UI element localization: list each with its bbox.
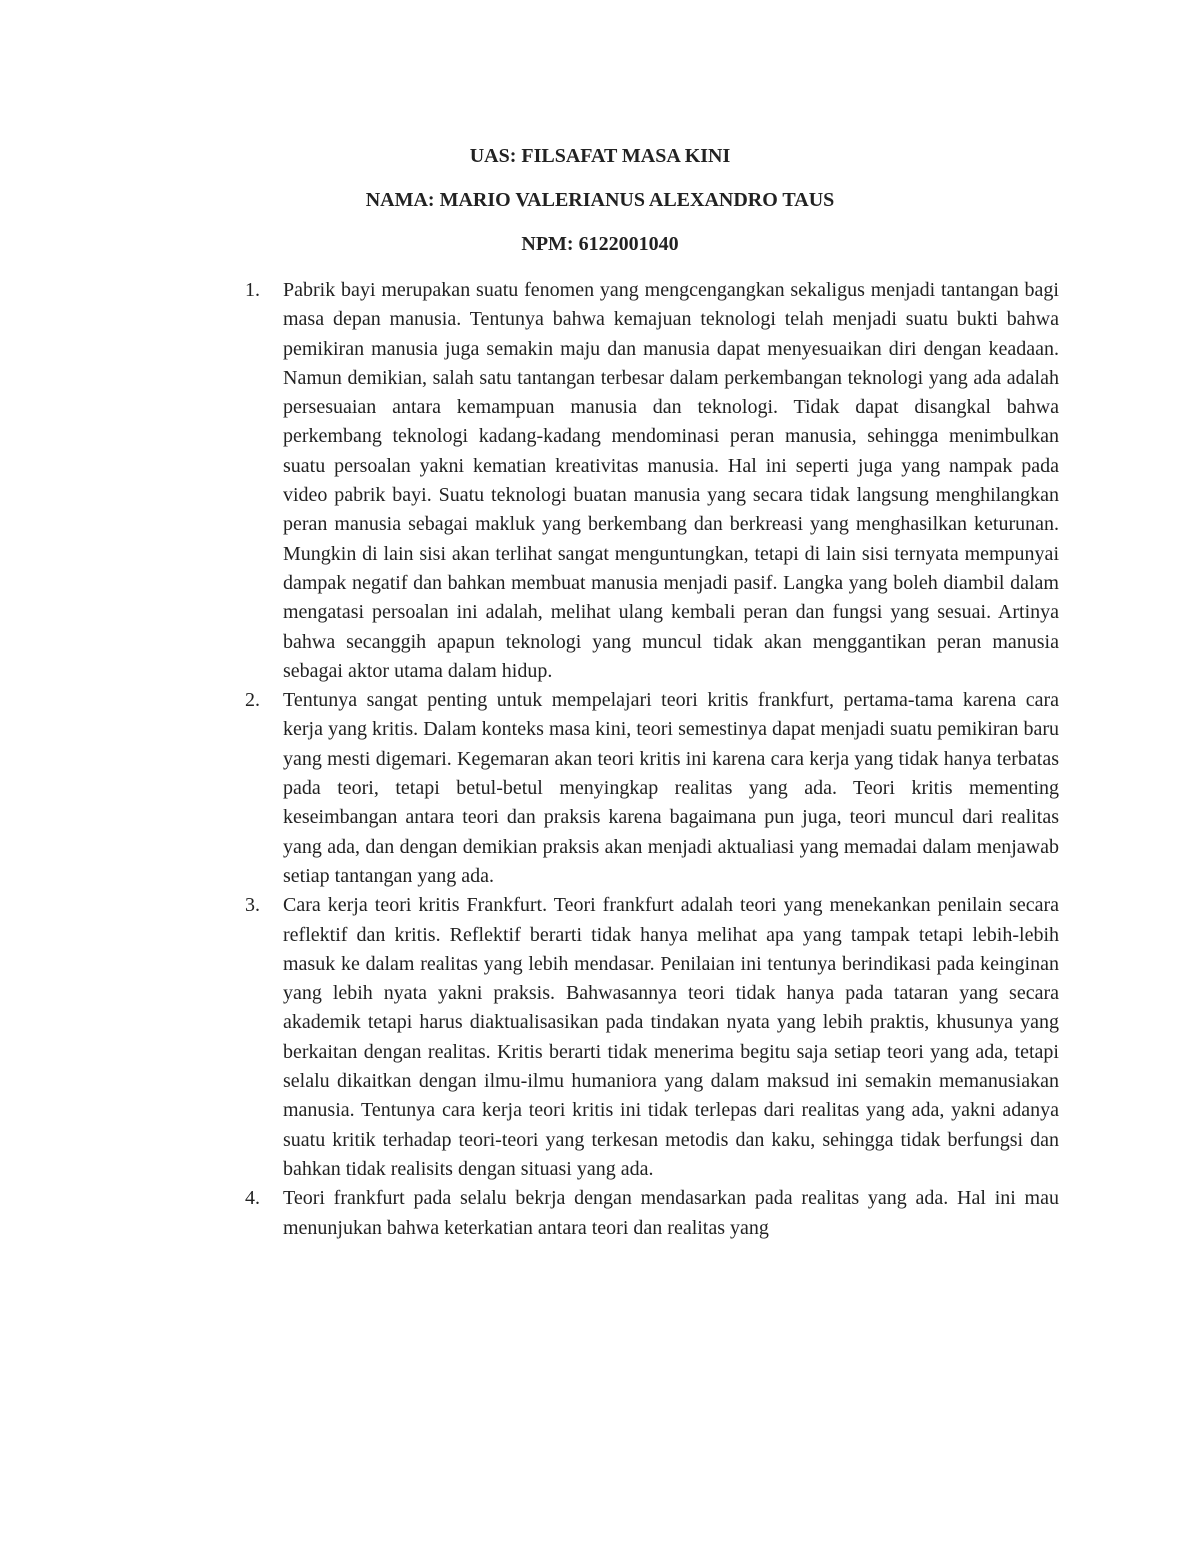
answer-text: Pabrik bayi merupakan suatu fenomen yang mengcengangkan sekaligus menjadi tantangan bagi masa depan manusia. Tentunya bahwa kemajuan teknologi telah menjadi suatu bukti bahwa pemikiran manusia juga semakin maju dan manusia dapat menyesuaikan diri dengan keadaan. Namun demikian, salah satu tantangan terbesar dalam perkembangan teknologi yang ada adalah persesuaian antara kemampuan manusia dan teknologi. Tidak dapat disangkal bahwa perkembang teknologi kadang-kadang mendominasi peran manusia, sehingga menimbulkan suatu persoalan yakni kematian kreativitas manusia. Hal ini seperti juga yang nampak pada video pabrik bayi. Suatu teknologi buatan manusia yang secara tidak langsung menghilangkan peran manusia sebagai makluk yang berkembang dan berkreasi yang menghasilkan keturunan. Mungkin di lain sisi akan terlihat sangat menguntungkan, tetapi di lain sisi ternyata mempunyai dampak negatif dan bahkan membuat manusia menjadi pasif. Langka yang boleh diambil dalam mengatasi persoalan ini adalah, melihat ulang kembali peran dan fungsi yang sesuai. Artinya bahwa secanggih apapun teknologi yang muncul tidak akan menggantikan peran manusia sebagai aktor utama dalam hidup. — [283, 279, 1059, 682]
answer-number: 2. — [245, 689, 260, 712]
answer-number: 4. — [245, 1187, 260, 1210]
document-title: UAS: FILSAFAT MASA KINI — [469, 145, 731, 167]
answer-text: Teori frankfurt pada selalu bekrja dengan mendasarkan pada realitas yang ada. Hal ini mau menunjukan bahwa keterkatian antara teori dan realitas yang — [283, 1187, 1059, 1239]
answer-text: Cara kerja teori kritis Frankfurt. Teori frankfurt adalah teori yang menekankan penilain secara reflektif dan kritis. Reflektif berarti tidak hanya melihat apa yang tampak tetapi lebih-lebih masuk ke dalam realitas yang lebih mendasar. Penilaian ini tentunya berindikasi pada keinginan yang lebih nyata yakni praksis. Bahwasannya teori tidak hanya pada tataran yang secara akademik tetapi harus diaktualisasikan pada tindakan nyata yang lebih praktis, khusunya yang berkaitan dengan realitas. Kritis berarti tidak menerima begitu saja setiap teori yang ada, tetapi selalu dikaitkan dengan ilmu-ilmu humaniora yang dalam maksud ini semakin memanusiakan manusia. Tentunya cara kerja teori kritis ini tidak terlepas dari realitas yang ada, yakni adanya suatu kritik terhadap teori-teori yang terkesan metodis dan kaku, sehingga tidak berfungsi dan bahkan tidak realisits dengan situasi yang ada. — [283, 894, 1059, 1180]
answer-list — [245, 276, 1059, 1243]
answer-number: 3. — [245, 894, 260, 917]
answer-text: Tentunya sangat penting untuk mempelajari teori kritis frankfurt, pertama-tama karena cara kerja yang kritis. Dalam konteks masa kini, teori semestinya dapat menjadi suatu pemikiran baru yang mesti digemari. Kegemaran akan teori kritis ini karena cara kerja yang tidak hanya terbatas pada teori, tetapi betul-betul menyingkap realitas yang ada. Teori kritis mementing keseimbangan antara teori dan praksis karena bagaimana pun juga, teori muncul dari realitas yang ada, dan dengan demikian praksis akan menjadi aktualiasi yang memadai dalam menjawab setiap tantangan yang ada. — [283, 689, 1059, 887]
answer-number: 1. — [245, 279, 260, 301]
answer-item-1 — [245, 276, 1059, 686]
answer-item-4 — [245, 1184, 1059, 1243]
student-name-line: NAMA: MARIO VALERIANUS ALEXANDRO TAUS — [365, 189, 835, 211]
answer-item-2 — [245, 686, 1059, 891]
student-npm-line: NPM: 6122001040 — [521, 233, 679, 255]
answer-item-3 — [245, 891, 1059, 1184]
